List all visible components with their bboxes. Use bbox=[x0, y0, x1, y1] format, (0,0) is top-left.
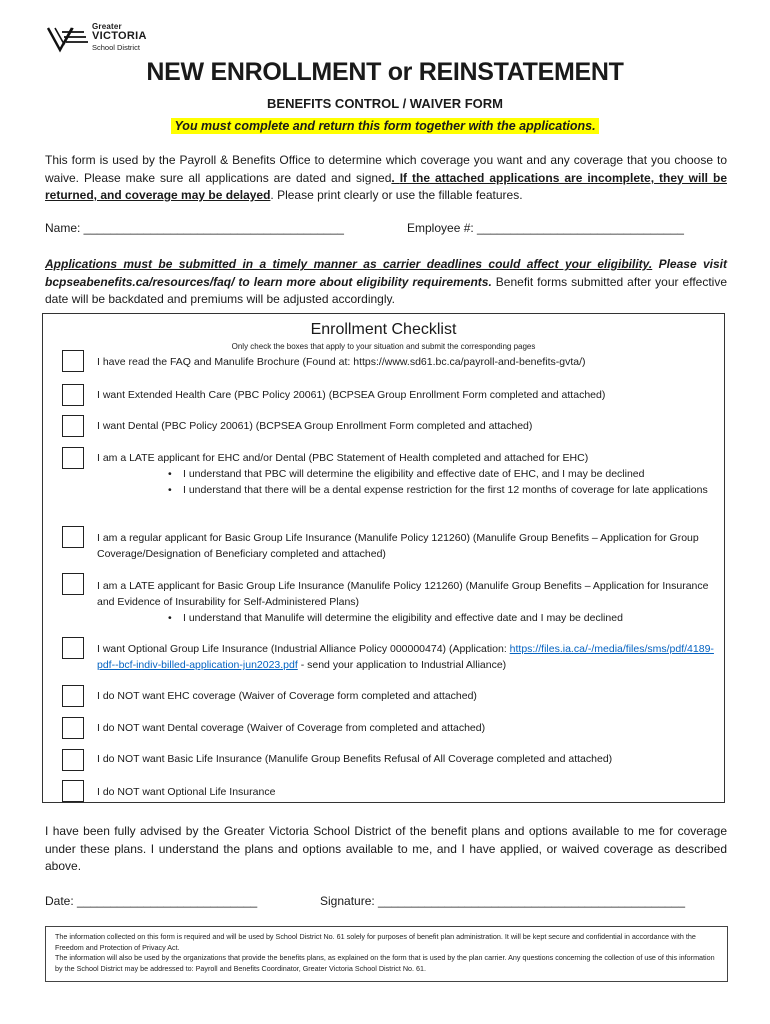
checkbox-waive-dental[interactable] bbox=[62, 717, 84, 739]
signature-field[interactable]: Signature: ______________________________________________ bbox=[320, 894, 686, 908]
item-waive-basic-life: I do NOT want Basic Life Insurance (Manulife Group Benefits Refusal of All Coverage completed and attached) bbox=[97, 753, 613, 765]
page-title: NEW ENROLLMENT or REINSTATEMENT bbox=[146, 58, 624, 86]
deadline-note: Benefit forms submitted after your effective date will be backdated and premiums will be adjusted accordingly. bbox=[45, 274, 727, 306]
item-late-basic-life: I am a LATE applicant for Basic Group Life Insurance (Manulife Policy 121260) (Manulife Group Benefits – Application for Insurance and Evidence of Insurability for Self-Administered Plans) bbox=[97, 580, 709, 608]
intro-warning: If the attached applications are incomplete, they will be returned, and coverage may be delayed bbox=[45, 170, 727, 202]
checkbox-waive-basic-life[interactable] bbox=[62, 749, 84, 771]
checkbox-late-basic-life[interactable] bbox=[62, 573, 84, 595]
name-field[interactable]: Name: _______________________________________ bbox=[45, 221, 344, 235]
intro-paragraph bbox=[45, 152, 727, 205]
declaration-paragraph: I have been fully advised by the Greater Victoria School District of the benefit plans and options available to me for coverage under these plans. I understand the plans and options available to me, and I have applied, or waived coverage as described above. bbox=[45, 824, 727, 873]
checkbox-waive-ehc[interactable] bbox=[62, 685, 84, 707]
bullet: • bbox=[168, 484, 172, 496]
name-row bbox=[45, 221, 735, 235]
checkbox-dental[interactable] bbox=[62, 415, 84, 437]
intro-text-3: . Please print clearly or use the fillable features. bbox=[270, 188, 523, 202]
item-dental: I want Dental (PBC Policy 20061) (BCPSEA Group Enrollment Form completed and attached) bbox=[97, 420, 533, 432]
highlight-text: You must complete and return this form together with the applications. bbox=[171, 118, 598, 134]
bullet: • bbox=[168, 612, 172, 624]
item-faq: I have read the FAQ and Manulife Brochure (Found at: https://www.sd61.bc.ca/payroll-and-benefits-gvta/) bbox=[97, 356, 586, 368]
ia-application-link[interactable]: https://files.ia.ca/-/media/files/sms/pdf/4189-pdf--bcf-indiv-billed-application-jun2023.pdf bbox=[97, 643, 714, 671]
item-waive-dental: I do NOT want Dental coverage (Waiver of Coverage from completed and attached) bbox=[97, 722, 486, 734]
late-ehc-bullet-1: • I understand that PBC will determine the eligibility and effective date of EHC, and I may be declined bbox=[168, 468, 645, 480]
deadline-visit: Please visit bcpseabenefits.ca/resources/faq/ to learn more about eligibility requirements. bbox=[45, 257, 727, 289]
privacy-notice bbox=[45, 926, 728, 982]
checklist-note: Only check the boxes that apply to your situation and submit the corresponding pages bbox=[231, 342, 536, 351]
item-late-ehc-dental: I am a LATE applicant for EHC and/or Dental (PBC Statement of Health completed and attached for EHC) bbox=[97, 452, 589, 464]
item-basic-life: I am a regular applicant for Basic Group Life Insurance (Manulife Policy 121260) (Manulife Group Benefits – Application for Group Coverage/Designation of Beneficiary completed and attached) bbox=[97, 532, 699, 560]
checkbox-faq[interactable] bbox=[62, 350, 84, 372]
deadline-warning: Applications must be submitted in a timely manner as carrier deadlines could affect your eligibility. bbox=[45, 257, 653, 271]
checkbox-ehc[interactable] bbox=[62, 384, 84, 406]
district-logo-icon bbox=[46, 24, 90, 54]
late-ehc-bullet-2: • I understand that there will be a dental expense restriction for the first 12 months of coverage for late applications bbox=[168, 484, 708, 496]
page-subtitle: BENEFITS CONTROL / WAIVER FORM bbox=[267, 96, 503, 111]
intro-text-2: . bbox=[391, 170, 400, 185]
date-field[interactable]: Date: ___________________________ bbox=[45, 894, 258, 908]
enrollment-checklist bbox=[42, 313, 725, 803]
intro-text-1: This form is used by the Payroll & Benefits Office to determine which coverage you want and any coverage that you choose to waive. Please make sure all applications are dated and signed bbox=[45, 153, 727, 185]
checkbox-waive-optional-life[interactable] bbox=[62, 780, 84, 802]
highlight-notice bbox=[0, 117, 770, 135]
logo-line-1: Greater bbox=[92, 22, 122, 31]
item-optional-life: I want Optional Group Life Insurance (Industrial Alliance Policy 000000474) (Application: https://files.ia.ca/-/media/files/sms/pdf/4189-pdf--bcf-indiv-billed-application-jun2023.pdf - send your application to Industrial Alliance) bbox=[97, 643, 714, 671]
bullet: • bbox=[168, 468, 172, 480]
deadline-paragraph bbox=[45, 256, 727, 309]
district-logo bbox=[46, 22, 156, 54]
checkbox-basic-life[interactable] bbox=[62, 526, 84, 548]
signoff-row bbox=[45, 894, 735, 908]
checkbox-optional-life[interactable] bbox=[62, 637, 84, 659]
privacy-line-2: The information will also be used by the organizations that provide the benefits plans, as explained on the form that is used by the plan carrier. Any questions concerning the collection of use of this information by the School District may be addressed to: Payroll and Benefits Coordinator, Greater Victoria School District No. 61. bbox=[55, 953, 715, 973]
item-waive-optional-life: I do NOT want Optional Life Insurance bbox=[97, 786, 276, 798]
checklist-title: Enrollment Checklist bbox=[310, 321, 457, 338]
late-life-bullet: • I understand that Manulife will determine the eligibility and effective date and I may be declined bbox=[168, 612, 623, 624]
logo-line-2: VICTORIA bbox=[92, 30, 147, 42]
item-ehc: I want Extended Health Care (PBC Policy 20061) (BCPSEA Group Enrollment Form completed and attached) bbox=[97, 389, 606, 401]
checkbox-late-ehc-dental[interactable] bbox=[62, 447, 84, 469]
item-waive-ehc: I do NOT want EHC coverage (Waiver of Coverage form completed and attached) bbox=[97, 690, 477, 702]
employee-number-field[interactable]: Employee #: _______________________________ bbox=[407, 221, 684, 235]
logo-line-3: School District bbox=[92, 43, 140, 52]
privacy-line-1: The information collected on this form is required and will be used by School District No. 61 solely for purposes of benefit plan administration. It will be kept secure and confidential in accordance with the Freedom and Protection of Privacy Act. bbox=[55, 932, 696, 952]
